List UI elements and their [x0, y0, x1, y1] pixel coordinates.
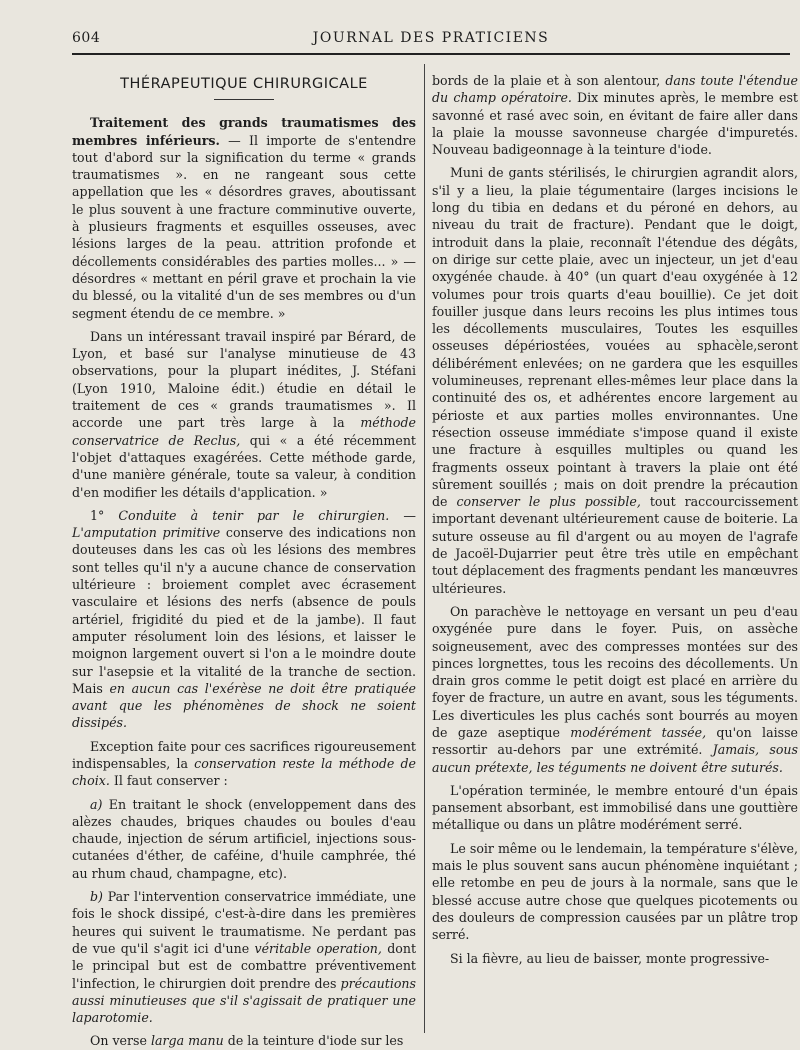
- right-column: [432, 72, 798, 1035]
- column-divider: [424, 64, 425, 1033]
- paragraph: Exception faite pour ces sacrifices rigoureusement indispensables, la conservation reste la méthode de choix. Il faut conserver :: [72, 738, 416, 789]
- paragraph: Si la fièvre, au lieu de baisser, monte progressive-: [450, 950, 770, 966]
- paragraph: Dans un intéressant travail inspiré par Bérard, de Lyon, et basé sur l'analyse minutieuse de 43 observations, pour la plupart inédites, J. Stéfani (Lyon 1910, Maloine édit.) étudie en détail le traitement de ces « grands traumatismes ». Il accorde une part très large à la méthode conservatrice de Reclus, qui « a été récemment l'objet d'attaques exagérées. Cette méthode garde, d'une manière générale, toute sa valeur, à condition d'en modifier les détails d'application. »: [72, 328, 416, 500]
- section-title: THÉRAPEUTIQUE CHIRURGICALE: [120, 76, 368, 92]
- paragraph: Traitement des grands traumatismes des membres inférieurs. — Il importe de s'entendre tout d'abord sur la signification du terme « grands traumatismes ». en ne rangeant sous cette appellation que les « désordres graves, aboutissant le plus souvent à une fracture comminutive ouverte, à plusieurs fragments et esquilles osseuses, avec lésions larges de la peau. attrition profonde et décollements considérables des parties molles... » — désordres « mettant en péril grave et prochain la vie du blessé, ou la vitalité d'un de ses membres ou d'un segment étendu de ce membre. »: [72, 115, 416, 321]
- paragraph: On verse larga manu de la teinture d'iode sur les: [90, 1033, 404, 1049]
- paragraph: b) Par l'intervention conservatrice immédiate, une fois le shock dissipé, c'est-à-dire dans les premières heures qui suivent le traumatisme. Ne perdant pas de vue qu'il s'agit ici d'une véritable operation, dont le principal but est de combattre préventivement l'infection, le chirurgien doit prendre des précautions aussi minutieuses que s'il s'agissait de pratiquer une laparotomie.: [72, 889, 417, 1026]
- paragraph: L'opération terminée, le membre entouré d'un épais pansement absorbant, est immobilisé dans une gouttière métallique ou dans un plâtre modérément serré.: [432, 782, 798, 833]
- title-rule: [214, 99, 274, 100]
- journal-title: JOURNAL DES PRATICIENS: [312, 30, 550, 46]
- paragraph: Le soir même ou le lendemain, la température s'élève, mais le plus souvent sans aucun phénomène inquiétant ; elle retombe en peu de jours à la normale, sans que le blessé accuse autre chose que quelques picotements ou des douleurs de compression causées par un plâtre trop serré.: [432, 840, 798, 943]
- paragraph: bords de la plaie et à son alentour, dans toute l'étendue du champ opératoire. Dix minutes après, le membre est savonné et rasé avec soin, en évitant de faire aller dans la plaie la mousse savonneuse chargée d'impuretés. Nouveau badigeonnage à la teinture d'iode.: [432, 73, 798, 158]
- paragraph: a) En traitant le shock (enveloppement dans des alèzes chaudes, briques chaudes ou boules d'eau chaude, injection de sérum artificiel, injections sous-cutanées d'éther, de caféine, d'huile camphrée, thé au rhum chaud, champagne, etc).: [72, 796, 416, 881]
- article-title: Traitement des grands traumatismes des membres inférieurs.: [72, 115, 416, 148]
- page-header: [72, 30, 790, 52]
- paragraph: 1° Conduite à tenir par le chirurgien. — L'amputation primitive conserve des indications non douteuses dans les cas où les lésions des membres sont telles qu'il n'y a aucune chance de conservation ultérieure : broiement complet avec écrasement vasculaire et lésions des nerfs (absence de pouls artériel, frigidité du pied et de la jambe). Il faut amputer résolument loin des lésions, et laisser le moignon largement ouvert si l'on a le moindre doute sur l'asepsie et la vitalité de la tranche de section. Mais en aucun cas l'exérèse ne doit être pratiquée avant que les phénomènes de shock ne soient dissipés.: [72, 507, 416, 731]
- page-number: 604: [72, 30, 101, 46]
- left-column: [72, 72, 417, 1049]
- header-rule: [72, 53, 790, 55]
- paragraph: Muni de gants stérilisés, le chirurgien agrandit alors, s'il y a lieu, la plaie tégumentaire (larges incisions le long du tibia en dedans et du péroné en dehors, au niveau du trait de fracture). Pendant que le doigt, introduit dans la plaie, reconnaît l'étendue des dégâts, on dirige sur cette plaie, avec un injecteur, un jet d'eau oxygénée chaude. à 40° (un quart d'eau oxygénée à 12 volumes pour trois quarts d'eau bouillie). Ce jet doit fouiller jusque dans leurs recoins les plus intimes tous les décollements musculaires, Toutes les esquilles osseuses dépériostées, vouées au sphacèle,seront délibérément enlevées; on ne gardera que les esquilles volumineuses, reprenant elles-mêmes leur place dans la continuité des os, et adhérentes encore largement au périoste et aux parties molles environnantes. Une résection osseuse immédiate s'impose quand il existe une fracture à esquilles multiples ou quand les fragments osseux pointant à travers la plaie ont été sûrement souillés ; mais on doit prendre la précaution de conserver le plus possible, tout raccourcissement important devenant ultérieurement cause de boiterie. La suture osseuse au fil d'argent ou au moyen de l'agrafe de Jacoël-Dujarrier peut être très utile en empêchant tout déplacement des fragments pendant les manœuvres ultérieures.: [432, 165, 798, 596]
- paragraph: On parachève le nettoyage en versant un peu d'eau oxygénée pure dans le foyer. Puis, on assèche soigneusement, avec des compresses montées sur des pinces lorgnettes, tous les recoins des décollements. Un drain gros comme le petit doigt est placé en arrière du foyer de fracture, un autre en avant, sous les téguments. Les diverticules les plus cachés sont bourrés au moyen de gaze aseptique modérément tassée, qu'on laisse ressortir au-dehors par une extrémité. Jamais, sous aucun prétexte, les téguments ne doivent être suturés.: [432, 603, 798, 775]
